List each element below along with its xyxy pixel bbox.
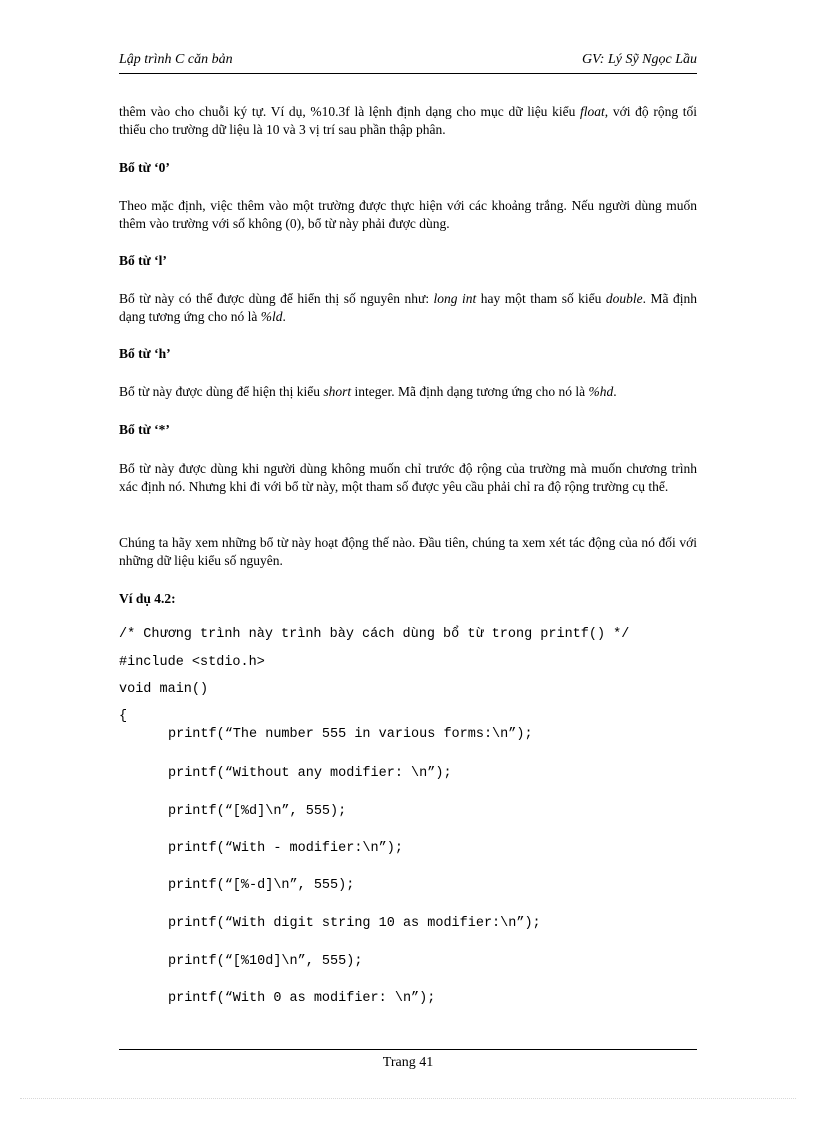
paragraph-text: , với độ rộng tối thiểu cho trường dữ liệu là 10 và 3 vị trí sau phần thập phân. bbox=[119, 104, 697, 137]
paragraph-text: thêm vào cho chuỗi ký tự. Ví dụ, %10.3f là lệnh định dạng cho mục dữ liệu kiểu bbox=[119, 104, 581, 119]
heading-modifier-zero: Bổ từ ‘0’ bbox=[119, 160, 170, 175]
header-author: GV: Lý Sỹ Ngọc Lầu bbox=[582, 52, 697, 67]
code-comment: /* Chương trình này trình bày cách dùng bổ từ trong printf() */ bbox=[119, 627, 630, 642]
header-divider bbox=[119, 73, 697, 74]
italic-term: long int bbox=[433, 291, 477, 306]
paragraph-text: hay một tham số kiểu bbox=[476, 291, 606, 306]
paragraph-intro-example: Chúng ta hãy xem những bổ từ này hoạt động thế nào. Đầu tiên, chúng ta xem xét tác động của nó đối với những dữ liệu kiểu số nguyên. bbox=[119, 535, 697, 568]
paragraph-text: Bổ từ này được dùng để hiện thị kiểu bbox=[119, 384, 324, 399]
paragraph-star-modifier: Bổ từ này được dùng khi người dùng không muốn chỉ trước độ rộng của trường mà muốn chương trình xác định nó. Nhưng khi đi với bổ từ này, một tham số được yêu cầu phải chỉ ra độ rộng trường cụ thể. bbox=[119, 461, 697, 494]
paragraph-text: integer. Mã định dạng tương ứng cho nó là bbox=[351, 384, 589, 399]
paragraph-l-modifier bbox=[119, 290, 697, 326]
code-line: printf(“[%-d]\n”, 555); bbox=[168, 878, 355, 893]
paragraph-zero-modifier: Theo mặc định, việc thêm vào một trường được thực hiện với các khoảng trắng. Nếu người dùng muốn thêm vào trường với số không (0), bổ từ này phải được dùng. bbox=[119, 198, 697, 231]
paragraph-float-format bbox=[119, 103, 697, 139]
heading-modifier-h: Bổ từ ‘h’ bbox=[119, 346, 171, 361]
italic-term: float bbox=[580, 104, 605, 119]
paragraph-text: . Mã định dạng tương ứng cho nó là bbox=[119, 291, 697, 324]
code-include: #include <stdio.h> bbox=[119, 655, 265, 670]
paragraph-text: . bbox=[613, 384, 617, 399]
italic-term: short bbox=[323, 384, 352, 399]
italic-term: double bbox=[605, 291, 643, 306]
code-line: printf(“With digit string 10 as modifier:\n”); bbox=[168, 916, 541, 931]
paragraph-text: . bbox=[282, 309, 286, 324]
footer-divider bbox=[119, 1049, 697, 1050]
heading-modifier-star: Bổ từ ‘*’ bbox=[119, 422, 170, 437]
header-course-title: Lập trình C căn bản bbox=[119, 52, 233, 67]
code-text: printf(“The number 555 in various forms:\n”); bbox=[168, 727, 533, 742]
page-number: Trang 41 bbox=[382, 1055, 434, 1070]
paragraph-h-modifier bbox=[119, 383, 697, 401]
code-open-brace: { bbox=[119, 709, 128, 724]
code-line: printf(“With 0 as modifier: \n”); bbox=[168, 991, 436, 1006]
italic-term: %ld bbox=[260, 309, 283, 324]
paragraph-text: Bổ từ này có thể được dùng để hiển thị số nguyên như: bbox=[119, 291, 434, 306]
code-line: printf(“[%10d]\n”, 555); bbox=[168, 954, 363, 969]
heading-example: Ví dụ 4.2: bbox=[119, 591, 176, 606]
page-header bbox=[119, 52, 697, 72]
italic-term: %hd bbox=[588, 384, 614, 399]
code-main: void main() bbox=[119, 682, 209, 697]
code-line bbox=[168, 727, 533, 745]
code-line: printf(“With - modifier:\n”); bbox=[168, 841, 403, 856]
heading-modifier-l: Bổ từ ‘l’ bbox=[119, 253, 167, 268]
page-edge-divider bbox=[20, 1098, 796, 1099]
code-line: printf(“[%d]\n”, 555); bbox=[168, 804, 347, 819]
code-line: printf(“Without any modifier: \n”); bbox=[168, 766, 452, 781]
